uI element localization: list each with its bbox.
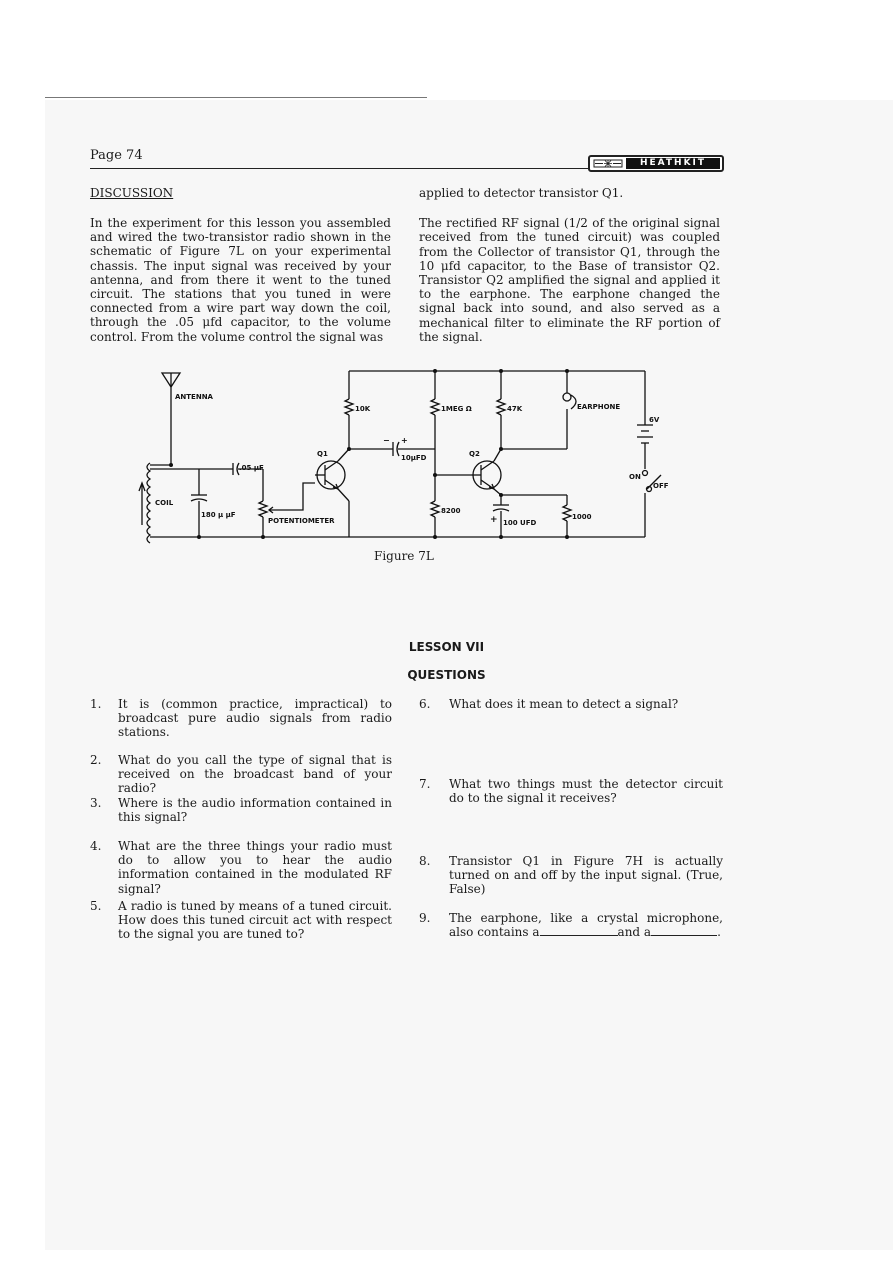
schematic-figure-7l [135, 365, 669, 545]
logo-wordmark: HEATHKIT [626, 158, 720, 169]
question-text: It is (common practice, impractical) to broadcast pure audio signals from radio stations. [118, 697, 392, 740]
transistor-q2 [435, 449, 501, 495]
resistor-47k-label: 47K [507, 405, 523, 413]
cap-05-label: .05 μF [239, 464, 264, 472]
page-number: Page 74 [90, 148, 143, 163]
resistor-8200-label: 8200 [441, 507, 461, 515]
discussion-heading: DISCUSSION [90, 186, 174, 200]
question-text: What two things must the detector circuit do to the signal it receives? [449, 777, 723, 806]
switch-on-label: ON [629, 473, 641, 481]
discussion-left-column [90, 216, 391, 344]
battery-label: 6V [649, 416, 660, 424]
question-text: Transistor Q1 in Figure 7H is actually turned on and off by the input signal. (True, False) [449, 854, 723, 897]
question-number: 6. [419, 697, 431, 711]
resistor-10k-label: 10K [355, 405, 371, 413]
question-number: 1. [90, 697, 102, 711]
cap-180-label: 180 μ μF [201, 511, 236, 519]
question-number: 8. [419, 854, 431, 868]
answer-blank-2[interactable] [651, 925, 717, 936]
questions-heading: QUESTIONS [407, 668, 486, 682]
svg-text:−: − [383, 436, 390, 445]
svg-text:+: + [401, 436, 408, 445]
answer-blank-1[interactable] [540, 925, 618, 936]
question-number: 3. [90, 796, 102, 810]
potentiometer-label: POTENTIOMETER [268, 517, 335, 525]
question-number: 5. [90, 899, 102, 913]
top-rule [45, 97, 427, 98]
coil-label: COIL [155, 499, 174, 507]
heathkit-logo [588, 155, 724, 172]
discussion-paragraph-left: In the experiment for this lesson you assembled and wired the two-transistor radio shown in the schematic of Figure 7L on your experimental chassis. The input signal was received by your antenna, and from there it went to the tuned circuit. The stations that you tuned in were connected from a wire part way down the coil, through the .05 μfd capacitor, to the volume control. From the volume control the signal was [90, 216, 391, 344]
q2-label: Q2 [469, 450, 480, 458]
question-text: Where is the audio information contained in this signal? [118, 796, 392, 825]
discussion-paragraph-right-1: applied to detector transistor Q1. [419, 186, 624, 200]
question-text: What are the three things your radio must do to allow you to hear the audio information contained in the modulated RF signal? [118, 839, 392, 896]
question-text: A radio is tuned by means of a tuned circuit. How does this tuned circuit act with respect to the signal you are tuned to? [118, 899, 392, 942]
cap-100uf-label: 100 UFD [503, 519, 537, 527]
resistor-1meg-label: 1MEG Ω [441, 405, 472, 413]
question-number: 7. [419, 777, 431, 791]
lesson-title: LESSON VII [408, 640, 485, 654]
antenna-symbol [162, 373, 180, 465]
question-number: 9. [419, 911, 431, 925]
earphone-symbol [563, 371, 576, 449]
question-9-part-c: . [717, 925, 721, 940]
question-9-part-a: The earphone, like a crystal microphone, also contains a [449, 911, 723, 940]
q1-label: Q1 [317, 450, 328, 458]
discussion-right-column [419, 186, 720, 344]
antenna-label: ANTENNA [175, 393, 213, 401]
question-number: 4. [90, 839, 102, 853]
discussion-paragraph-right-2: The rectified RF signal (1/2 of the original signal received from the tuned circuit) was coupled from the Collector of transistor Q1, through the 10 μfd capacitor, to the Base of transistor Q2. Transistor Q2 amplified the signal and applied it to the earphone. The earphone changed the signal back into sound, and also served as a mechanical filter to eliminate the RF portion of the signal. [419, 216, 720, 344]
question-text [449, 911, 723, 939]
switch-off-label: OFF [653, 482, 669, 490]
cap-10uf-label: 10μFD [401, 454, 427, 462]
question-text: What do you call the type of signal that is received on the broadcast band of your radio? [118, 753, 392, 796]
earphone-label: EARPHONE [577, 403, 621, 411]
question-text: What does it mean to detect a signal? [449, 697, 679, 711]
question-9-part-b: and a [617, 925, 652, 940]
figure-caption: Figure 7L [374, 549, 434, 563]
question-number: 2. [90, 753, 102, 767]
svg-text:+: + [490, 515, 498, 525]
header-rule [90, 168, 590, 169]
logo-emblem-icon [593, 159, 623, 168]
resistor-1000-label: 1000 [572, 513, 592, 521]
